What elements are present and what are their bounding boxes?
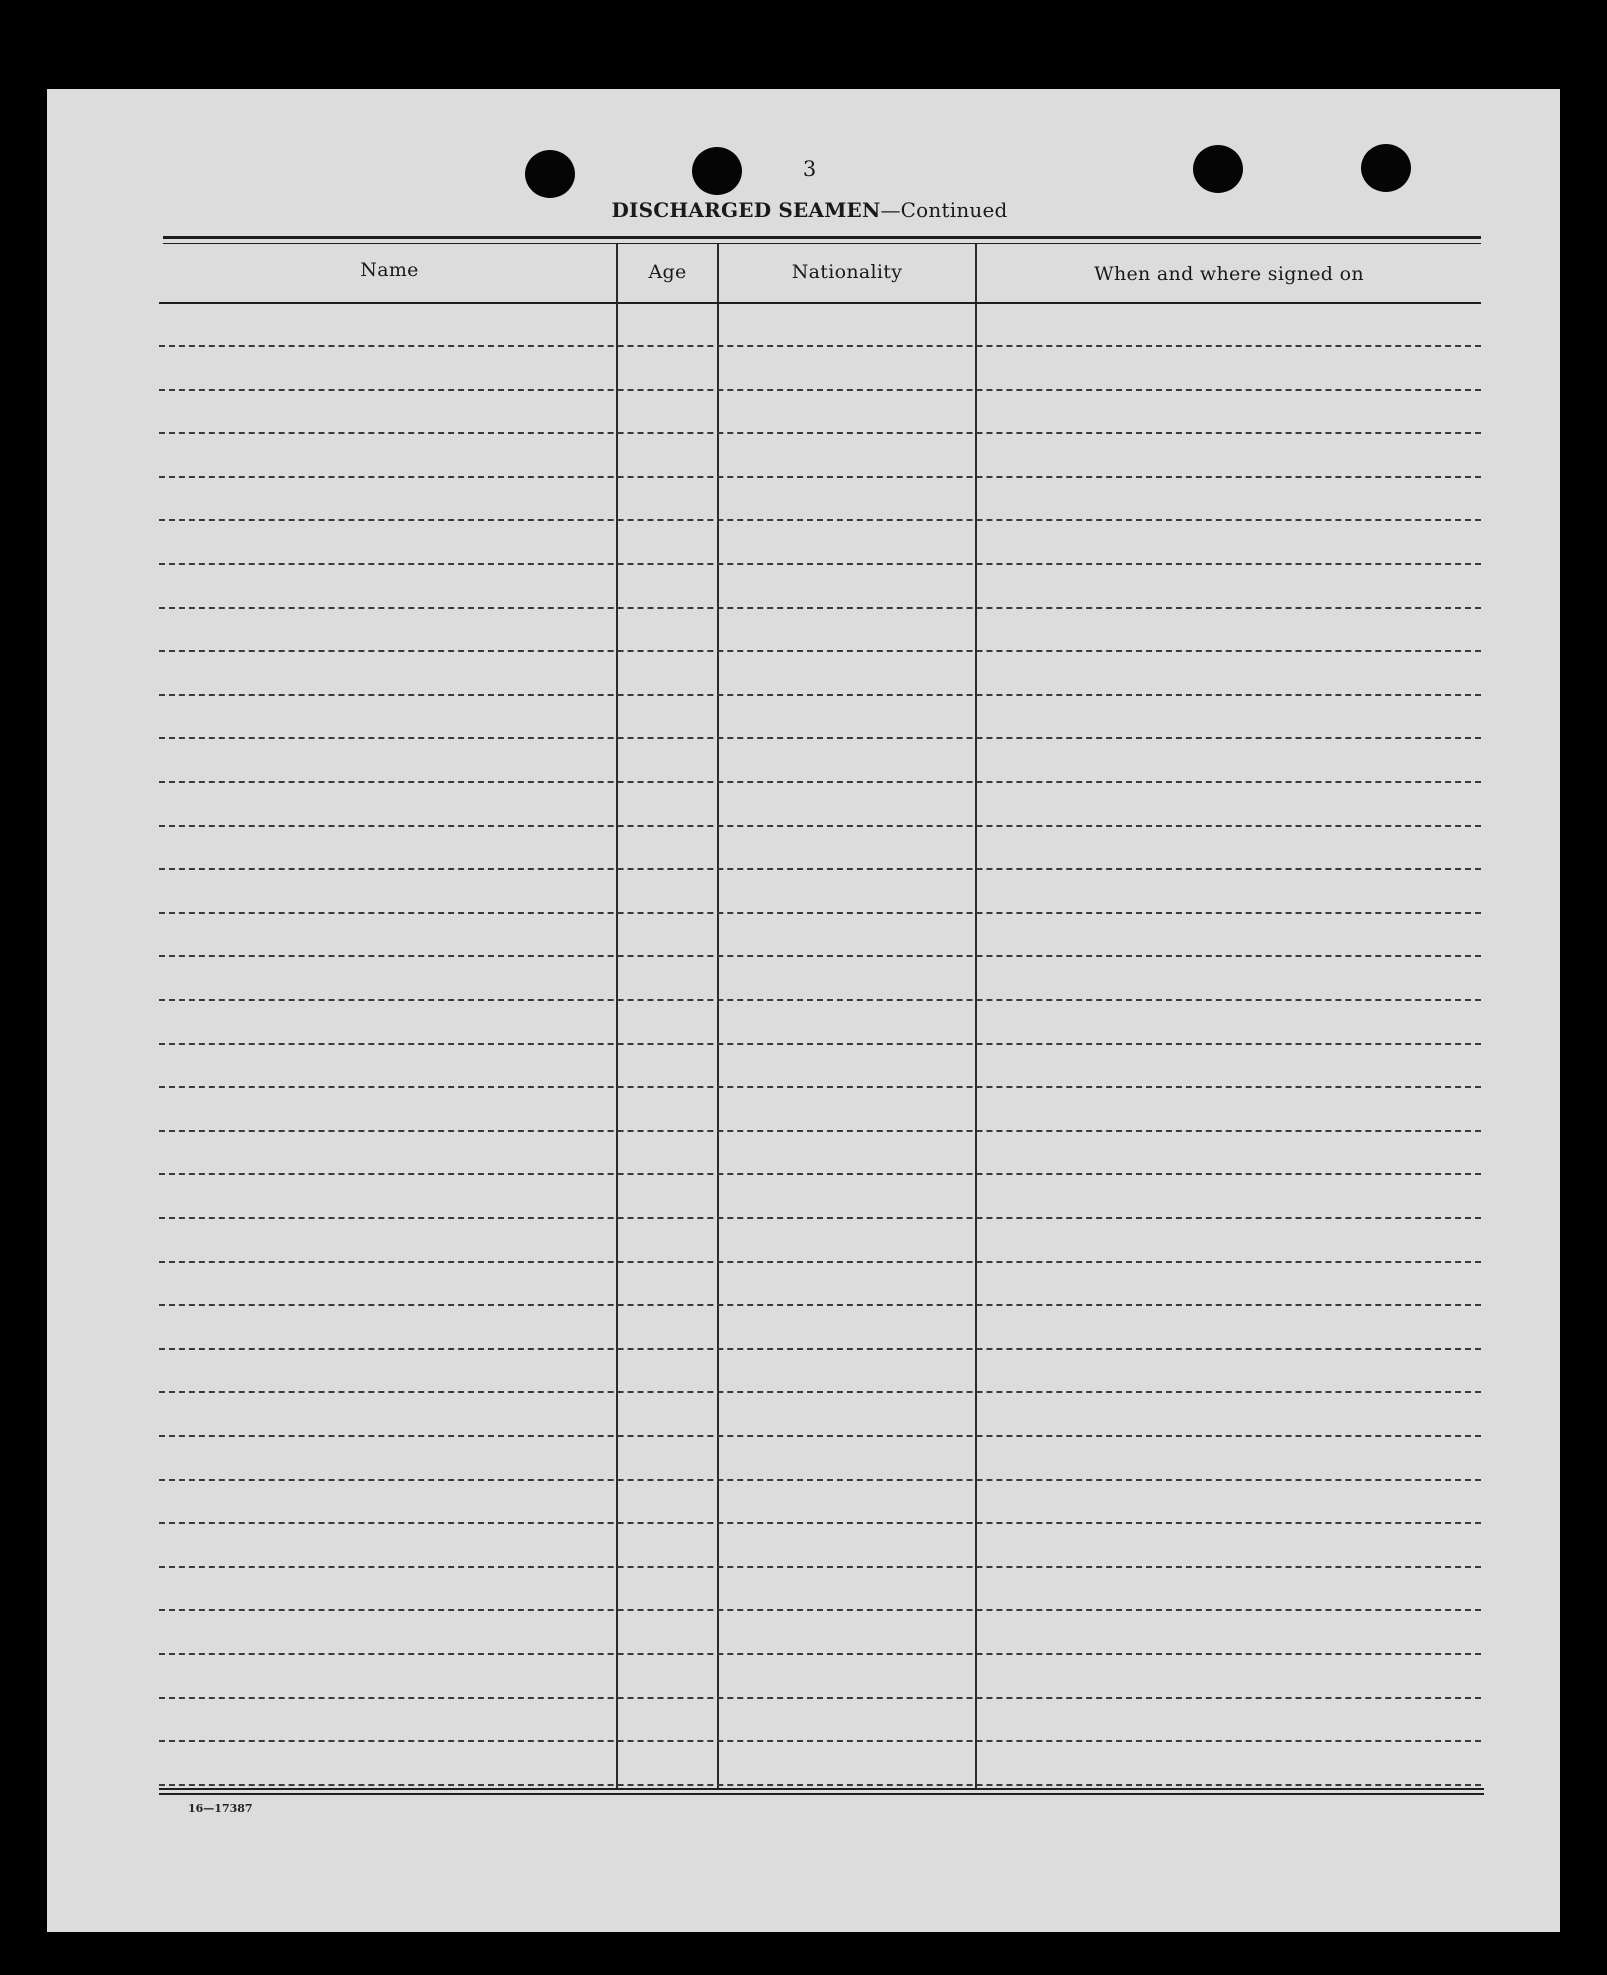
table-row [159, 825, 1481, 827]
table-top-rule [163, 236, 1481, 239]
column-header-name: Name [360, 259, 419, 281]
table-row [159, 1086, 1481, 1088]
table-row [159, 1348, 1481, 1350]
table-row [159, 1043, 1481, 1045]
table-row [159, 955, 1481, 957]
page-title-suffix: —Continued [880, 198, 1008, 222]
table-row [159, 1130, 1481, 1132]
table-top-rule-inner [163, 243, 1481, 244]
table-row [159, 1479, 1481, 1481]
table-row [159, 563, 1481, 565]
table-row [159, 1261, 1481, 1263]
table-row [159, 1653, 1481, 1655]
table-row [159, 1740, 1481, 1742]
table-row [159, 432, 1481, 434]
table-row [159, 694, 1481, 696]
table-row [159, 650, 1481, 652]
table-row [159, 868, 1481, 870]
table-row [159, 737, 1481, 739]
column-header-signed-on: When and where signed on [1094, 263, 1364, 285]
table-row [159, 519, 1481, 521]
table-row [159, 1566, 1481, 1568]
table-row [159, 781, 1481, 783]
column-header-nationality: Nationality [791, 261, 903, 283]
form-sheet [47, 89, 1560, 1932]
table-row [159, 1697, 1481, 1699]
table-row [159, 999, 1481, 1001]
table-row [159, 1522, 1481, 1524]
form-number: 16—17387 [188, 1802, 253, 1815]
table-bottom-rule [159, 1788, 1484, 1790]
table-bottom-rule-inner [159, 1793, 1484, 1795]
table-row [159, 389, 1481, 391]
table-row [159, 607, 1481, 609]
page-number: 3 [802, 157, 817, 181]
page-title-main: DISCHARGED SEAMEN [611, 198, 881, 222]
table-row [159, 1609, 1481, 1611]
table-row [159, 1217, 1481, 1219]
table-row [159, 1173, 1481, 1175]
table-row [159, 1304, 1481, 1306]
table-row [159, 1435, 1481, 1437]
page-title [47, 198, 1560, 222]
table-row [159, 476, 1481, 478]
header-bottom-rule [159, 302, 1481, 304]
table-row [159, 1784, 1481, 1786]
table-row [159, 912, 1481, 914]
column-header-age: Age [648, 261, 687, 283]
table-row [159, 345, 1481, 347]
table-row [159, 1391, 1481, 1393]
